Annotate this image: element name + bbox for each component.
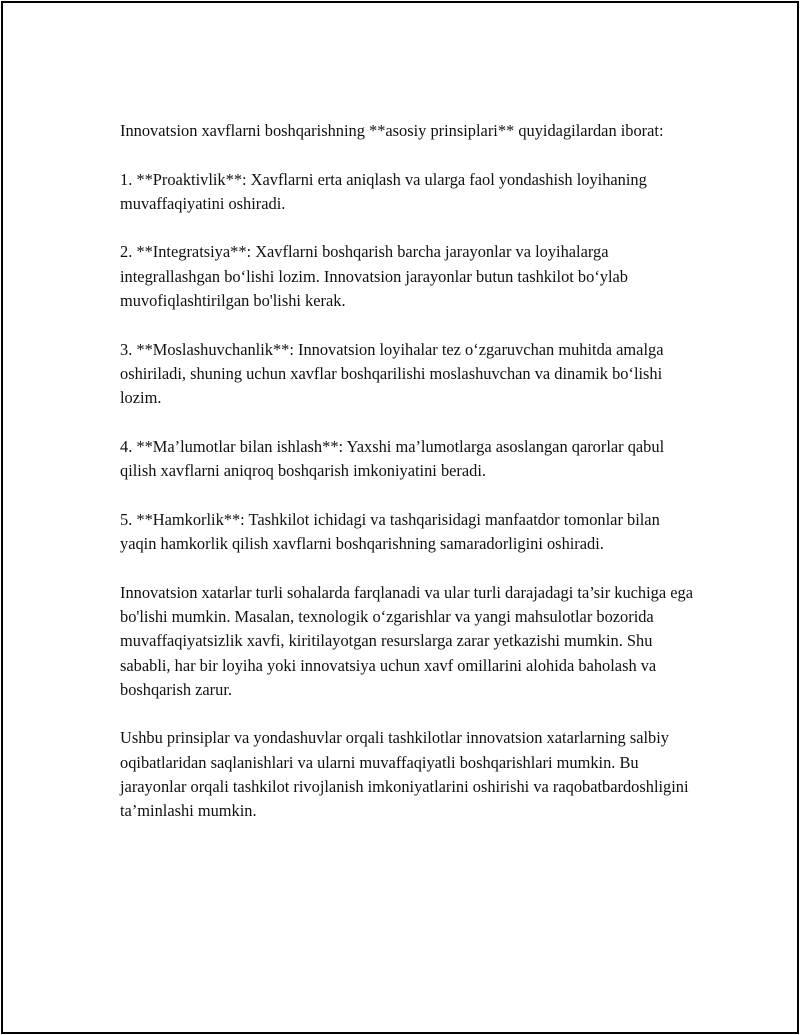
principle-integration: 2. **Integratsiya**: Xavflarni boshqarish barcha jarayonlar va loyihalarga integrallashgan bo‘lishi lozim. Innovatsion jarayonlar butun tashkilot bo‘ylab muvofiqlashtirilgan bo'lishi kerak. bbox=[120, 242, 629, 311]
intro-paragraph: Innovatsion xavflarni boshqarishning **asosiy prinsiplari** quyidagilardan iborat: bbox=[120, 121, 664, 140]
principle-flexibility: 3. **Moslashuvchanlik**: Innovatsion loyihalar tez o‘zgaruvchan muhitda amalga oshiriladi, shuning uchun xavflar boshqarilishi moslashuvchan va dinamik bo‘lishi lozim. bbox=[120, 339, 664, 408]
principle-data: 4. **Ma’lumotlar bilan ishlash**: Yaxshi ma’lumotlarga asoslangan qarorlar qabul qilish xavflarni aniqroq boshqarish imkoniyatini beradi. bbox=[120, 436, 665, 481]
principle-proactivity: 1. **Proaktivlik**: Xavflarni erta aniqlash va ularga faol yondashish loyihaning muvaffaqiyatini oshiradi. bbox=[120, 169, 647, 213]
document-body bbox=[120, 119, 700, 824]
body-paragraph-conclusion: Ushbu prinsiplar va yondashuvlar orqali tashkilotlar innovatsion xatarlarning salbiy oqibatlaridan saqlanishlari va ularni muvaffaqiyatli boshqarishlari mumkin. Bu jarayonlar orqali tashkilot rivojlanish imkoniyatlarini oshirishi va raqobatbardoshligini ta’minlashi mumkin. bbox=[120, 728, 689, 821]
principle-collaboration: 5. **Hamkorlik**: Tashkilot ichidagi va tashqarisidagi manfaatdor tomonlar bilan yaqin hamkorlik qilish xavflarni boshqarishning samaradorligini oshiradi. bbox=[120, 509, 660, 554]
body-paragraph-risks: Innovatsion xatarlar turli sohalarda farqlanadi va ular turli darajadagi ta’sir kuchiga ega bo'lishi mumkin. Masalan, texnologik o‘zgarishlar va yangi mahsulotlar bozorida muvaffaqiyatsizlik xavfi, kiritilayotgan resurslarga zarar yetkazishi mumkin. Shu sababli, har bir loyiha yoki innovatsiya uchun xavf omillarini alohida baholash va boshqarish zarur. bbox=[120, 582, 693, 699]
document-page bbox=[1, 1, 799, 1034]
